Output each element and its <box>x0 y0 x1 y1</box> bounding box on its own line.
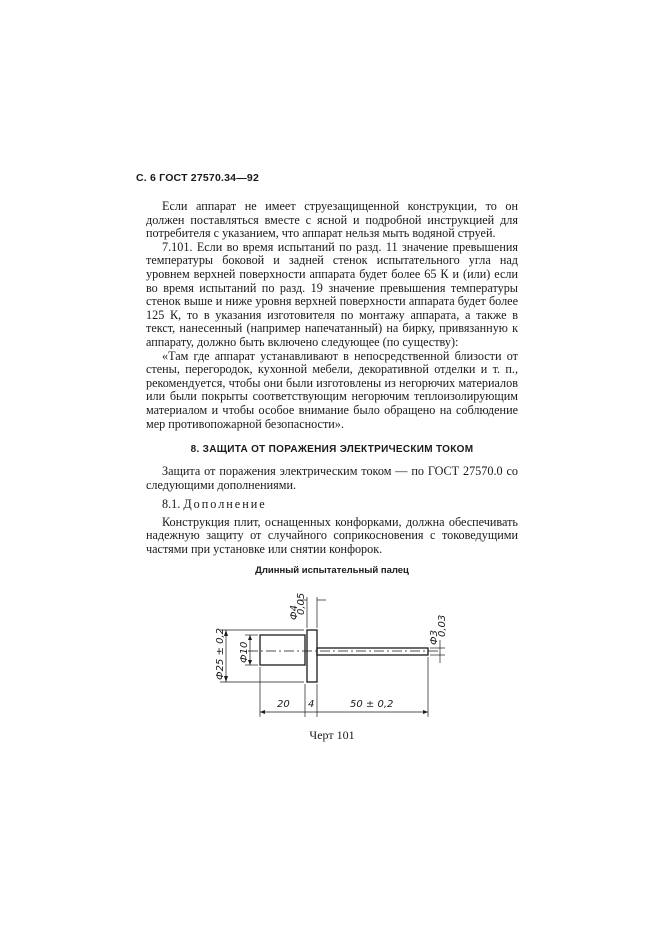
probe-outline <box>317 648 428 655</box>
flange-outline <box>307 630 317 682</box>
body-text <box>146 200 518 431</box>
dim-tip-diameter: Ф3 <box>429 630 440 645</box>
subsection-title <box>146 498 518 512</box>
subsection-number: 8.1. <box>162 497 181 512</box>
section-heading: 8. ЗАЩИТА ОТ ПОРАЖЕНИЯ ЭЛЕКТРИЧЕСКИМ ТОКОМ <box>190 444 474 455</box>
dim-probe-length: 50 ± 0,2 <box>350 699 394 710</box>
test-finger-outline <box>260 630 428 682</box>
section-intro: Защита от поражения электрическим током — по ГОСТ 27570.0 со следующими дополнениями. <box>146 464 518 492</box>
figure-caption: Черт 101 <box>309 728 355 742</box>
section-body <box>146 465 518 557</box>
subsection-text: Конструкция плит, оснащенных конфорками, должна обеспечивать надежную защиту от случайного соприкосновения с токоведущими частями при установке или снятии конфорок. <box>146 514 518 556</box>
paragraph-7-101: 7.101. Если во время испытаний по разд. 11 значение превышения температуры боковой и задней стенок испытательного угла над уровнем верхней поверхности аппарата будет более 65 К и (или) если во время испытаний по разд. 19 значение превышения температуры стенок выше и ниже уровня верхней поверхности аппарата будет более 125 К, то в указания изготовителя по монтажу аппарата, а также в текст, нанесенный (например напечатанный) на бирку, привязанную к аппарату, должно быть включено следующее (по существу): <box>146 239 518 349</box>
dim-total-diameter: Ф25 ± 0,2 <box>215 628 226 680</box>
paragraph-quote: «Там где аппарат устанавливают в непосредственной близости от стены, перегородок, кухонной мебели, декоративной отделки и т. п., рекомендуется, чтобы они были изготовлены из негорючих материалов или были покрыты соответствующим негорючим теплоизолирующим материалом и чтобы особое внимание было обращено на соблюдение мер противопожарной безопасности». <box>146 348 518 431</box>
dimension-lines <box>220 597 445 717</box>
handle-outline <box>260 635 305 665</box>
page-header: С. 6 ГОСТ 27570.34—92 <box>136 172 259 184</box>
dim-flange-length: 4 <box>308 699 315 710</box>
dimension-arrows <box>224 630 428 714</box>
figure-title: Длинный испытательный палец <box>255 565 409 576</box>
paragraph-water-jet: Если аппарат не имеет струезащищенной конструкции, то он должен поставляться вместе с ясной и подробной инструкцией для потребителя с указанием, что аппарат нельзя мыть водяной струей. <box>146 199 518 241</box>
dim-handle-diameter: Ф10 <box>239 641 250 663</box>
dim-handle-length: 20 <box>277 699 290 710</box>
dim-flange-tolerance: 0,05 <box>296 592 307 615</box>
dim-tip-tolerance: 0,03 <box>437 614 448 637</box>
subsection-title-text: Дополнение <box>183 497 267 512</box>
dim-flange-diameter: Ф4 <box>289 605 300 620</box>
test-finger-drawing <box>200 585 460 720</box>
